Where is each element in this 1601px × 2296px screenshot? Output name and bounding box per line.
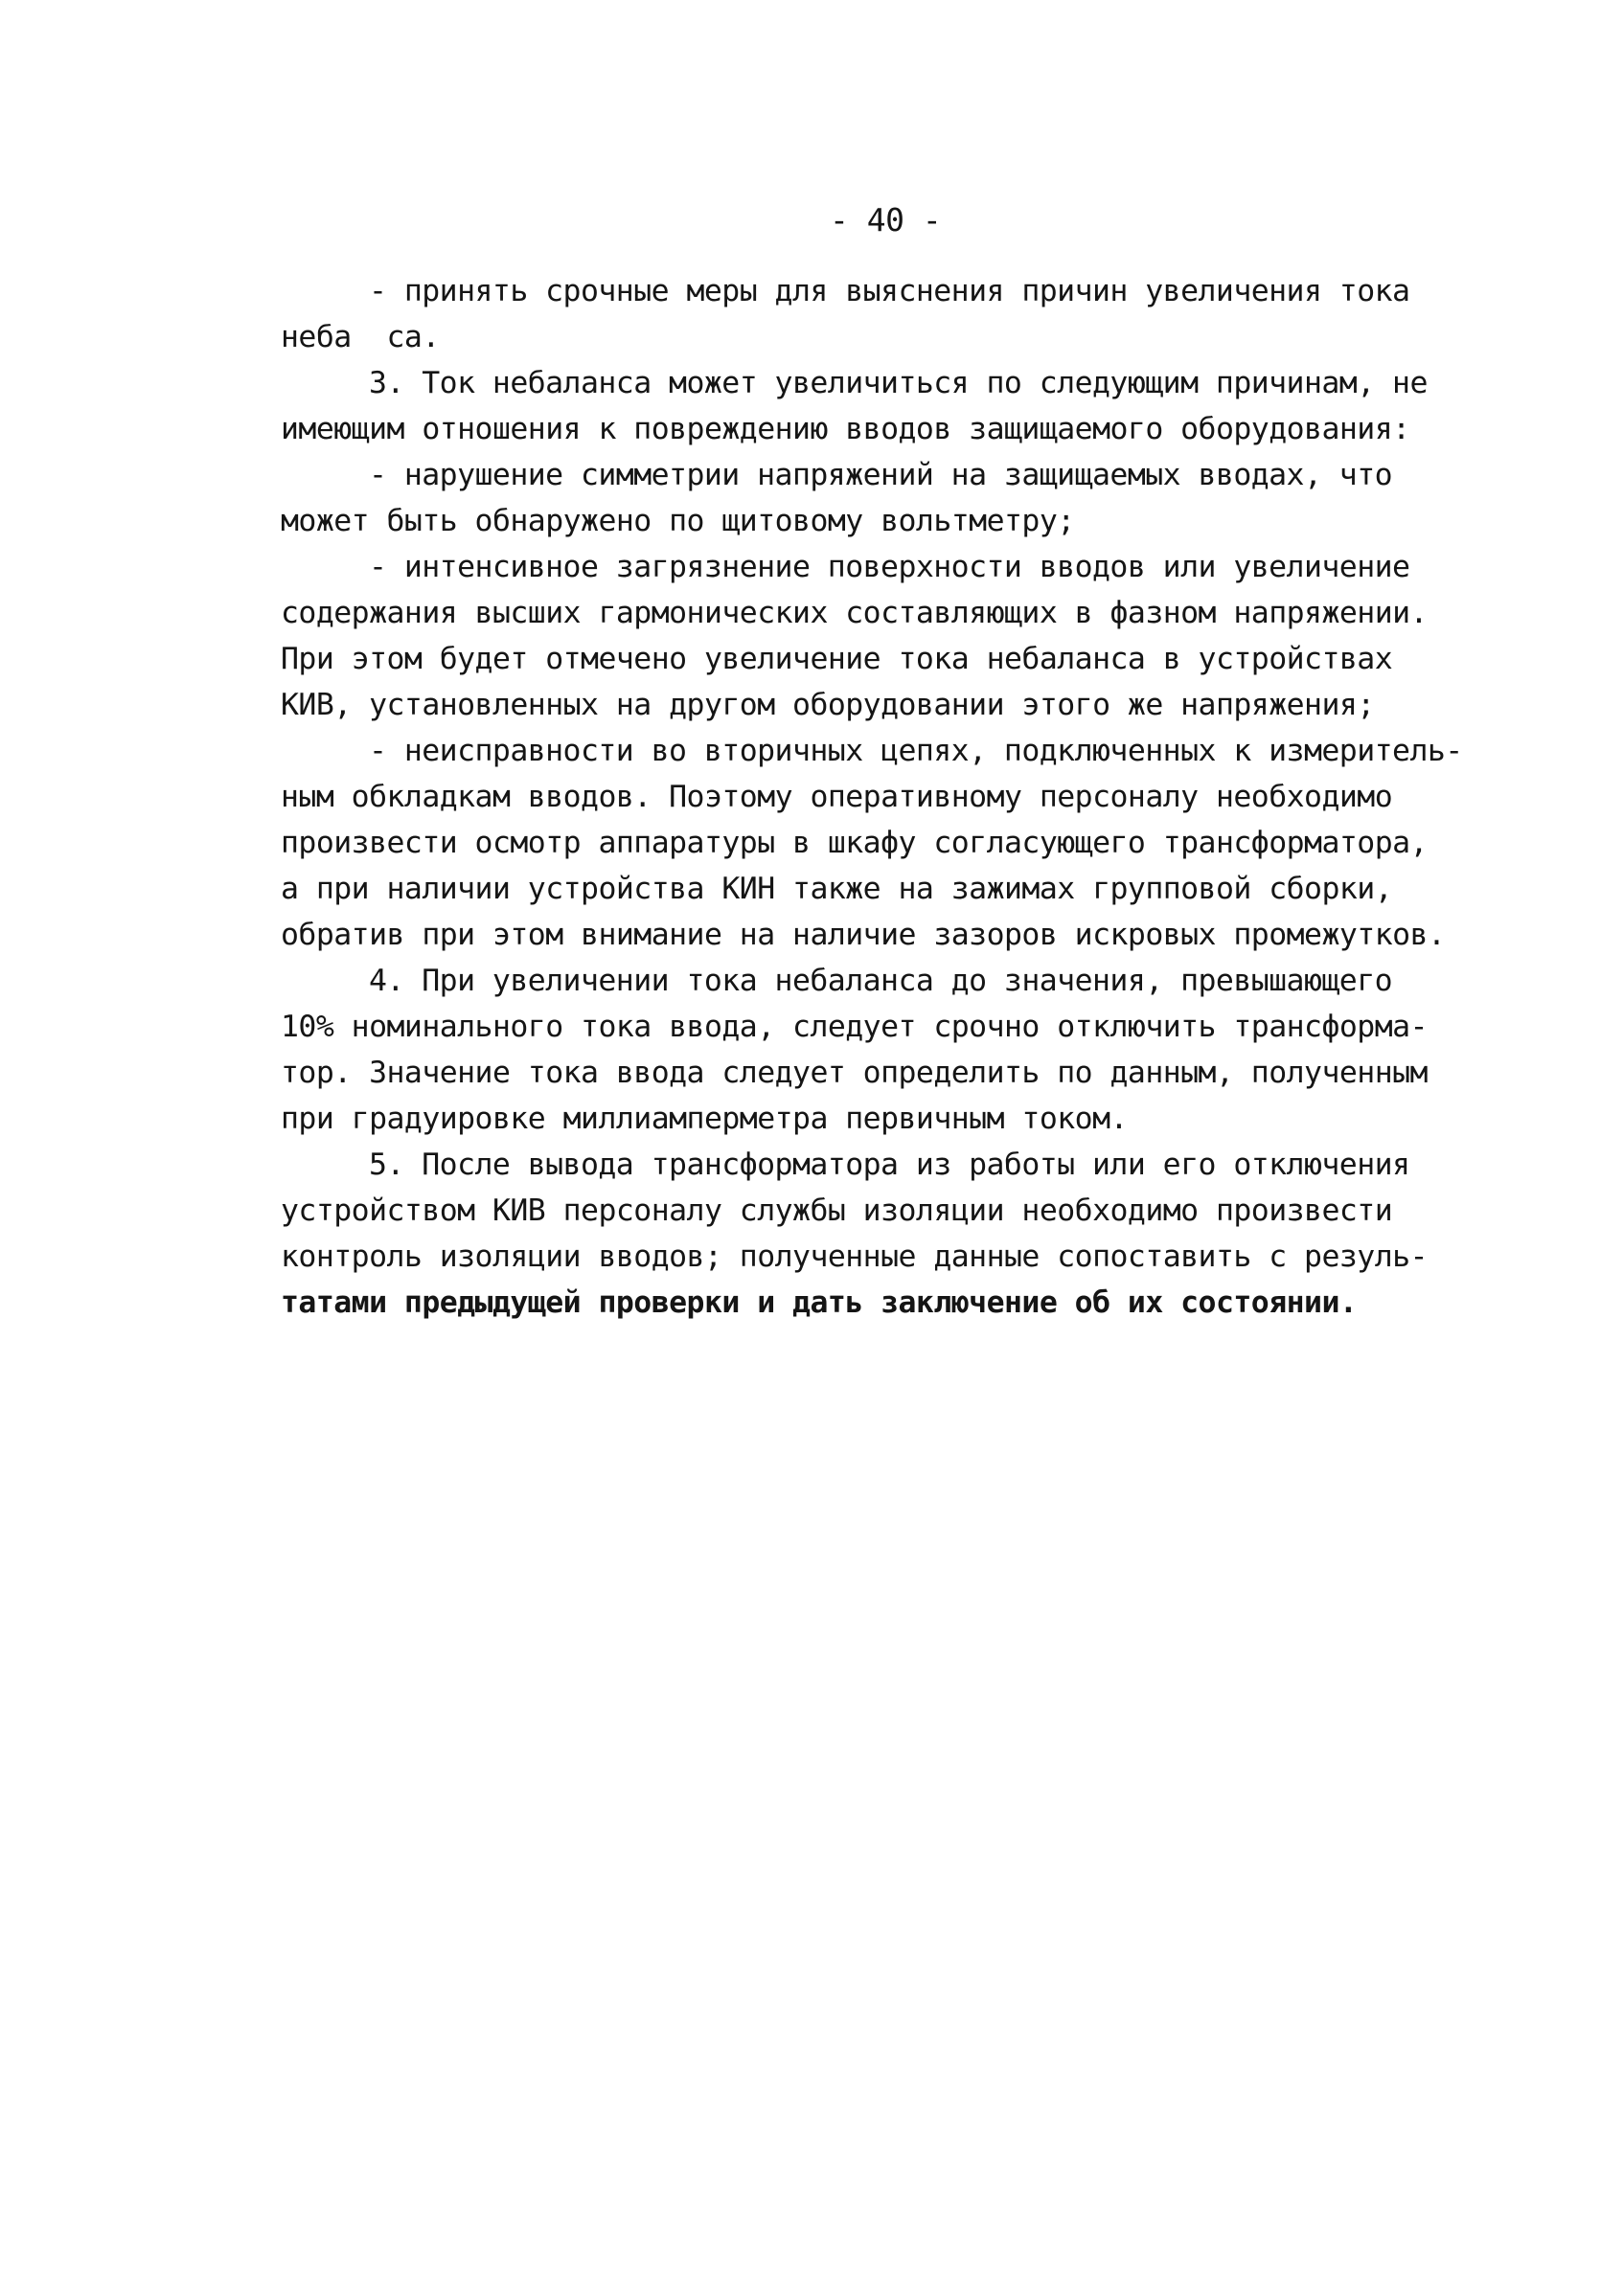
text-line: при градуировке миллиамперметра первичным током. bbox=[281, 1102, 1128, 1136]
text-line: устройством КИВ персоналу службы изоляции необходимо произвести bbox=[281, 1193, 1393, 1228]
text-line: КИВ, установленных на другом оборудовании этого же напряжения; bbox=[281, 688, 1375, 722]
text-line: - неисправности во вторичных цепях, подключенных к измеритель- bbox=[369, 734, 1463, 768]
text-line: - принять срочные меры для выяснения причин увеличения тока bbox=[369, 274, 1410, 308]
text-line: а при наличии устройства КИН также на зажимах групповой сборки, bbox=[281, 872, 1393, 906]
text-line: содержания высших гармонических составляющих в фазном напряжении. bbox=[281, 596, 1428, 630]
text-line: 10% номинального тока ввода, следует срочно отключить трансформа- bbox=[281, 1010, 1428, 1044]
text-line: произвести осмотр аппаратуры в шкафу согласующего трансформатора, bbox=[281, 826, 1428, 860]
text-line: имеющим отношения к повреждению вводов защищаемого оборудования: bbox=[281, 412, 1410, 446]
text-line: татами предыдущей проверки и дать заключение об их состоянии. bbox=[281, 1285, 1358, 1320]
text-line: неба са. bbox=[281, 320, 440, 354]
text-line: - интенсивное загрязнение поверхности вводов или увеличение bbox=[369, 550, 1410, 584]
text-line: 3. Ток небаланса может увеличиться по следующим причинам, не bbox=[369, 366, 1428, 400]
text-line: обратив при этом внимание на наличие зазоров искровых промежутков. bbox=[281, 918, 1446, 952]
text-line: 5. После вывода трансформатора из работы или его отключения bbox=[369, 1148, 1410, 1182]
body-text bbox=[281, 268, 1545, 1326]
text-line: может быть обнаружено по щитовому вольтметру; bbox=[281, 504, 1075, 538]
text-line: 4. При увеличении тока небаланса до значения, превышающего bbox=[369, 964, 1393, 998]
text-line: ным обкладкам вводов. Поэтому оперативному персоналу необходимо bbox=[281, 780, 1393, 814]
page-number: - 40 - bbox=[830, 201, 942, 239]
text-line: - нарушение симметрии напряжений на защищаемых вводах, что bbox=[369, 458, 1393, 492]
text-line: При этом будет отмечено увеличение тока небаланса в устройствах bbox=[281, 642, 1393, 676]
text-line: контроль изоляции вводов; полученные данные сопоставить с резуль- bbox=[281, 1239, 1428, 1274]
text-line: тор. Значение тока ввода следует определить по данным, полученным bbox=[281, 1056, 1428, 1090]
